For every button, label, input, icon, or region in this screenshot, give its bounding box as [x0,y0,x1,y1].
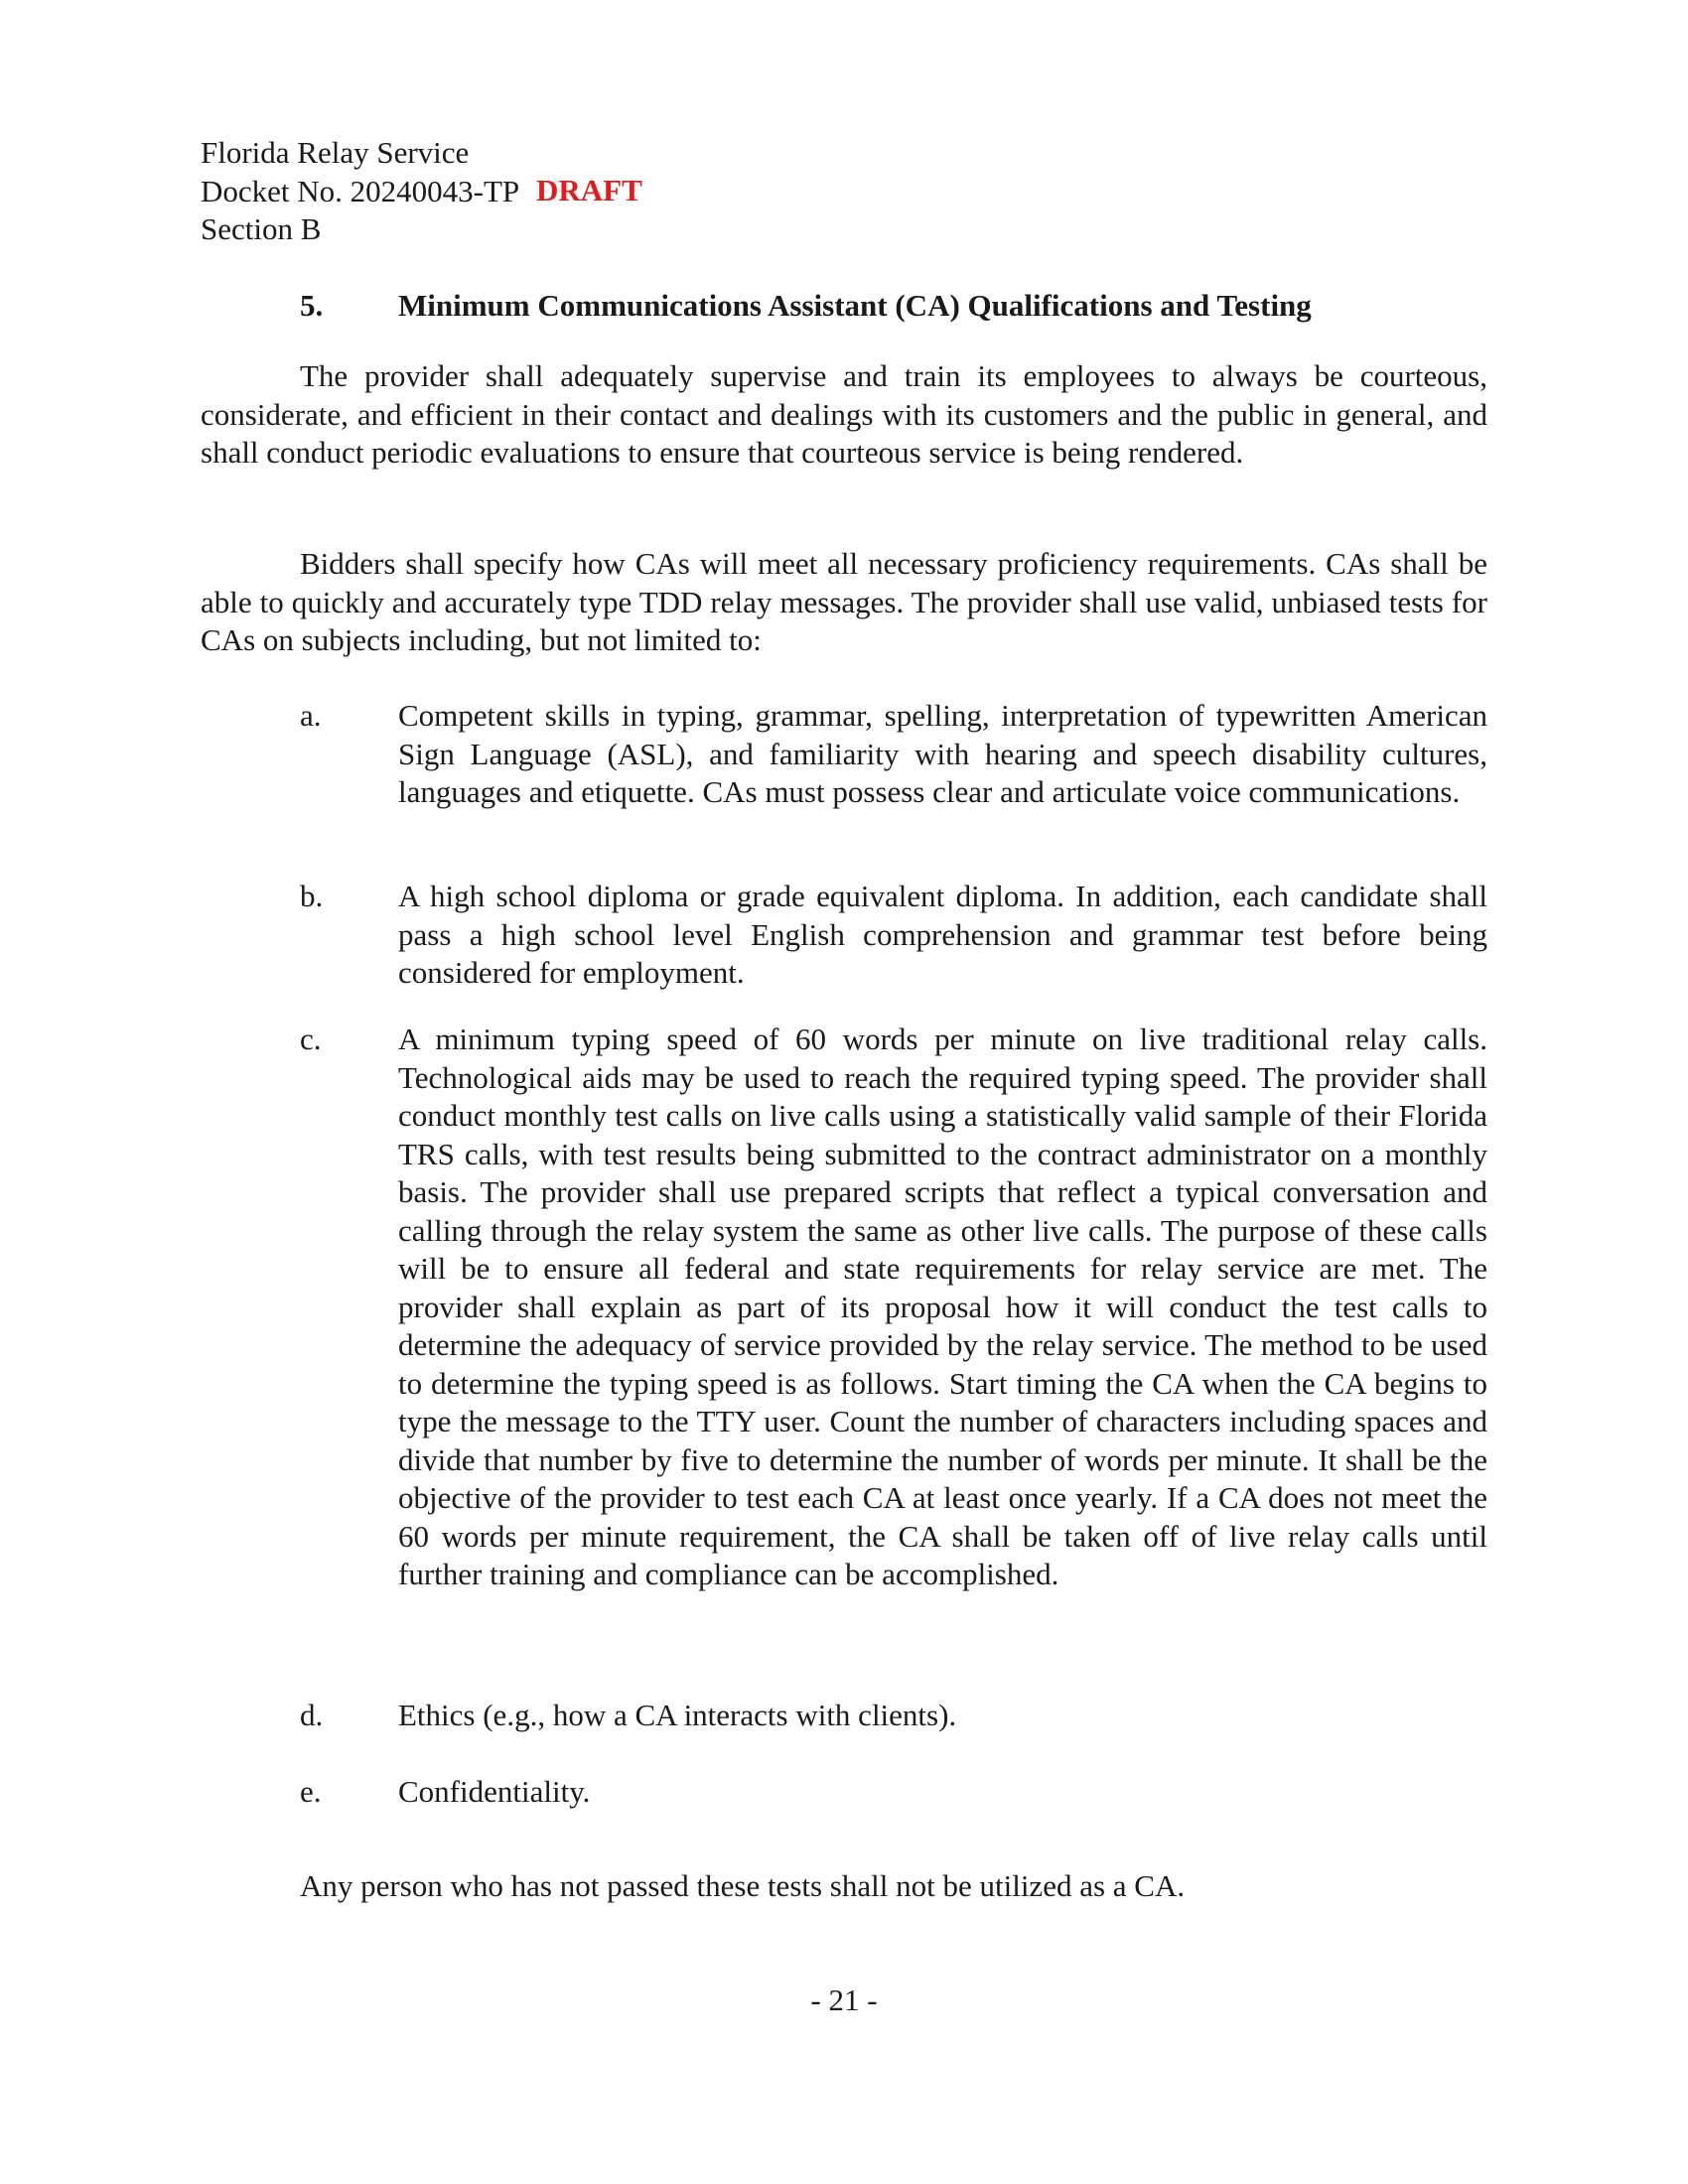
header-section: Section B [201,211,322,246]
paragraph-supervision: The provider shall adequately supervise and train its employees to always be courteous, considerate, and efficient in their contact and dealings with its customers and the public in general, and shall conduct periodic evaluations to ensure that courteous service is being rendered. [201,358,1487,470]
list-item-text: A minimum typing speed of 60 words per minute on live traditional relay calls. Technological aids may be used to reach the required typing speed. The provider shall conduct monthly test calls on live calls using a statistically valid sample of their Florida TRS calls, with test results being submitted to the contract administrator on a monthly basis. The provider shall use prepared scripts that reflect a typical conversation and calling through the relay system the same as other live calls. The purpose of these calls will be to ensure all federal and state requirements for relay service are met. The provider shall explain as part of its proposal how it will conduct the test calls to determine the adequacy of service provided by the relay service. The method to be used to determine the typing speed is as follows. Start timing the CA when the CA begins to type the message to the TTY user. Count the number of characters including spaces and divide that number by five to determine the number of words per minute. It shall be the objective of the provider to test each CA at least once yearly. If a CA does not meet the 60 words per minute requirement, the CA shall be taken off of live relay calls until further training and compliance can be accomplished. [398,1022,1487,1591]
list-item-text: Competent skills in typing, grammar, spelling, interpretation of typewritten American Sign Language (ASL), and familiarity with hearing and speech disability cultures, languages and etiquette. CAs must possess clear and articulate voice communications. [398,698,1487,809]
section-title: Minimum Communications Assistant (CA) Qualifications and Testing [398,288,1312,323]
closing-statement: Any person who has not passed these tests shall not be utilized as a CA. [300,1868,1186,1903]
list-marker: c. [300,1022,322,1056]
header-organization: Florida Relay Service [201,135,470,170]
list-item-text: Confidentiality. [398,1774,591,1809]
page-number: - 21 - [810,1982,878,2017]
document-header [201,134,1491,249]
paragraph-proficiency: Bidders shall specify how CAs will meet all necessary proficiency requirements. CAs shall be able to quickly and accurately type TDD relay messages. The provider shall use valid, unbiased tests for CAs on subjects including, but not limited to: [201,546,1487,657]
header-docket-number: Docket No. 20240043-TP [201,173,520,208]
draft-watermark-label: DRAFT [536,173,642,207]
list-marker: b. [300,879,324,913]
list-marker: d. [300,1698,324,1732]
list-marker: a. [300,698,322,733]
section-number: 5. [300,288,324,323]
list-item-text: A high school diploma or grade equivalent diploma. In addition, each candidate shall pass a high school level English comprehension and grammar test before being considered for employment. [398,879,1487,990]
list-item-text: Ethics (e.g., how a CA interacts with clients). [398,1698,957,1732]
list-marker: e. [300,1774,322,1809]
section-heading [300,287,1312,326]
